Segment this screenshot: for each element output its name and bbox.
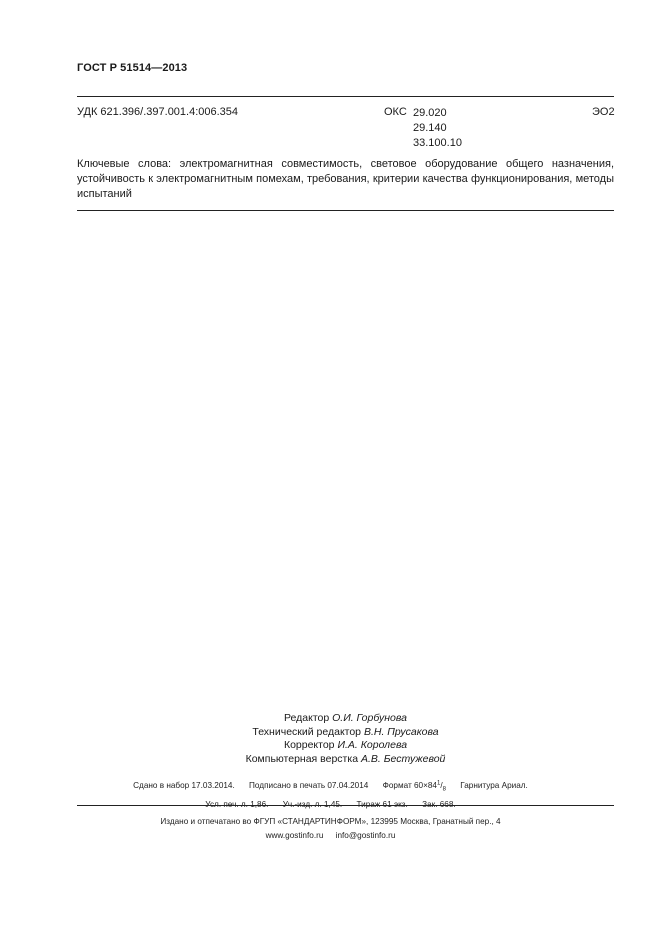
credit-person: И.А. Королева: [337, 739, 408, 751]
udk-code: УДК 621.396/.397.001.4:006.354: [77, 106, 239, 118]
credit-layout: Компьютерная верстка А.В. Бестужевой: [245, 752, 446, 765]
imprint-row-1: [0, 776, 661, 797]
oks-code: 29.140: [413, 122, 447, 134]
divider-keywords: [77, 210, 614, 211]
order-number: Зак. 668.: [422, 800, 456, 810]
publisher-contacts: [0, 829, 661, 843]
signed-date: Подписано в печать 07.04.2014: [249, 780, 369, 790]
credit-person: В.Н. Прусакова: [363, 725, 439, 738]
document-id: ГОСТ Р 51514—2013: [77, 62, 188, 74]
divider-top: [77, 96, 614, 97]
publisher-block: [0, 815, 661, 843]
credit-tech-editor: Технический редактор В.Н. Прусакова: [252, 725, 439, 738]
print-run: Тираж 61 экз.: [356, 800, 408, 810]
oks-codes: [413, 106, 462, 151]
publ-sheets: Уч.-изд. л. 1,45.: [282, 800, 343, 810]
credit-person: А.В. Бестужевой: [360, 752, 446, 765]
eo-code: ЭО2: [592, 106, 615, 118]
keywords-paragraph: Ключевые слова: электромагнитная совместимость, световое оборудование общего назначения, устойчивость к электромагнитным помехам, требования, критерии качества функционирования, методы испытаний: [77, 158, 614, 200]
credit-editor: Редактор О.И. Горбунова: [284, 712, 407, 724]
website-link[interactable]: www.gostinfo.ru: [265, 831, 324, 840]
divider-bottom: [77, 805, 614, 806]
paper-format: Формат $60\times 84^1/_8$: [382, 780, 446, 793]
typeface: Гарнитура Ариал.: [460, 780, 528, 790]
submitted-date: Сдано в набор 17.03.2014.: [133, 780, 235, 790]
oks-label: ОКС: [384, 106, 407, 118]
credits-block: [0, 712, 661, 766]
oks-code: 33.100.10: [413, 137, 462, 149]
credit-proofreader: Корректор И.А. Королева: [283, 739, 408, 751]
print-sheets: Усл. печ. л. 1,86.: [205, 800, 269, 810]
imprint-block: [0, 776, 661, 812]
oks-code: 29.020: [413, 107, 447, 119]
email-link[interactable]: info@gostinfo.ru: [335, 831, 396, 840]
publisher-address: Издано и отпечатано во ФГУП «СТАНДАРТИНФОРМ», 123995 Москва, Гранатный пер., 4: [160, 817, 501, 826]
credit-person: О.И. Горбунова: [332, 712, 407, 724]
